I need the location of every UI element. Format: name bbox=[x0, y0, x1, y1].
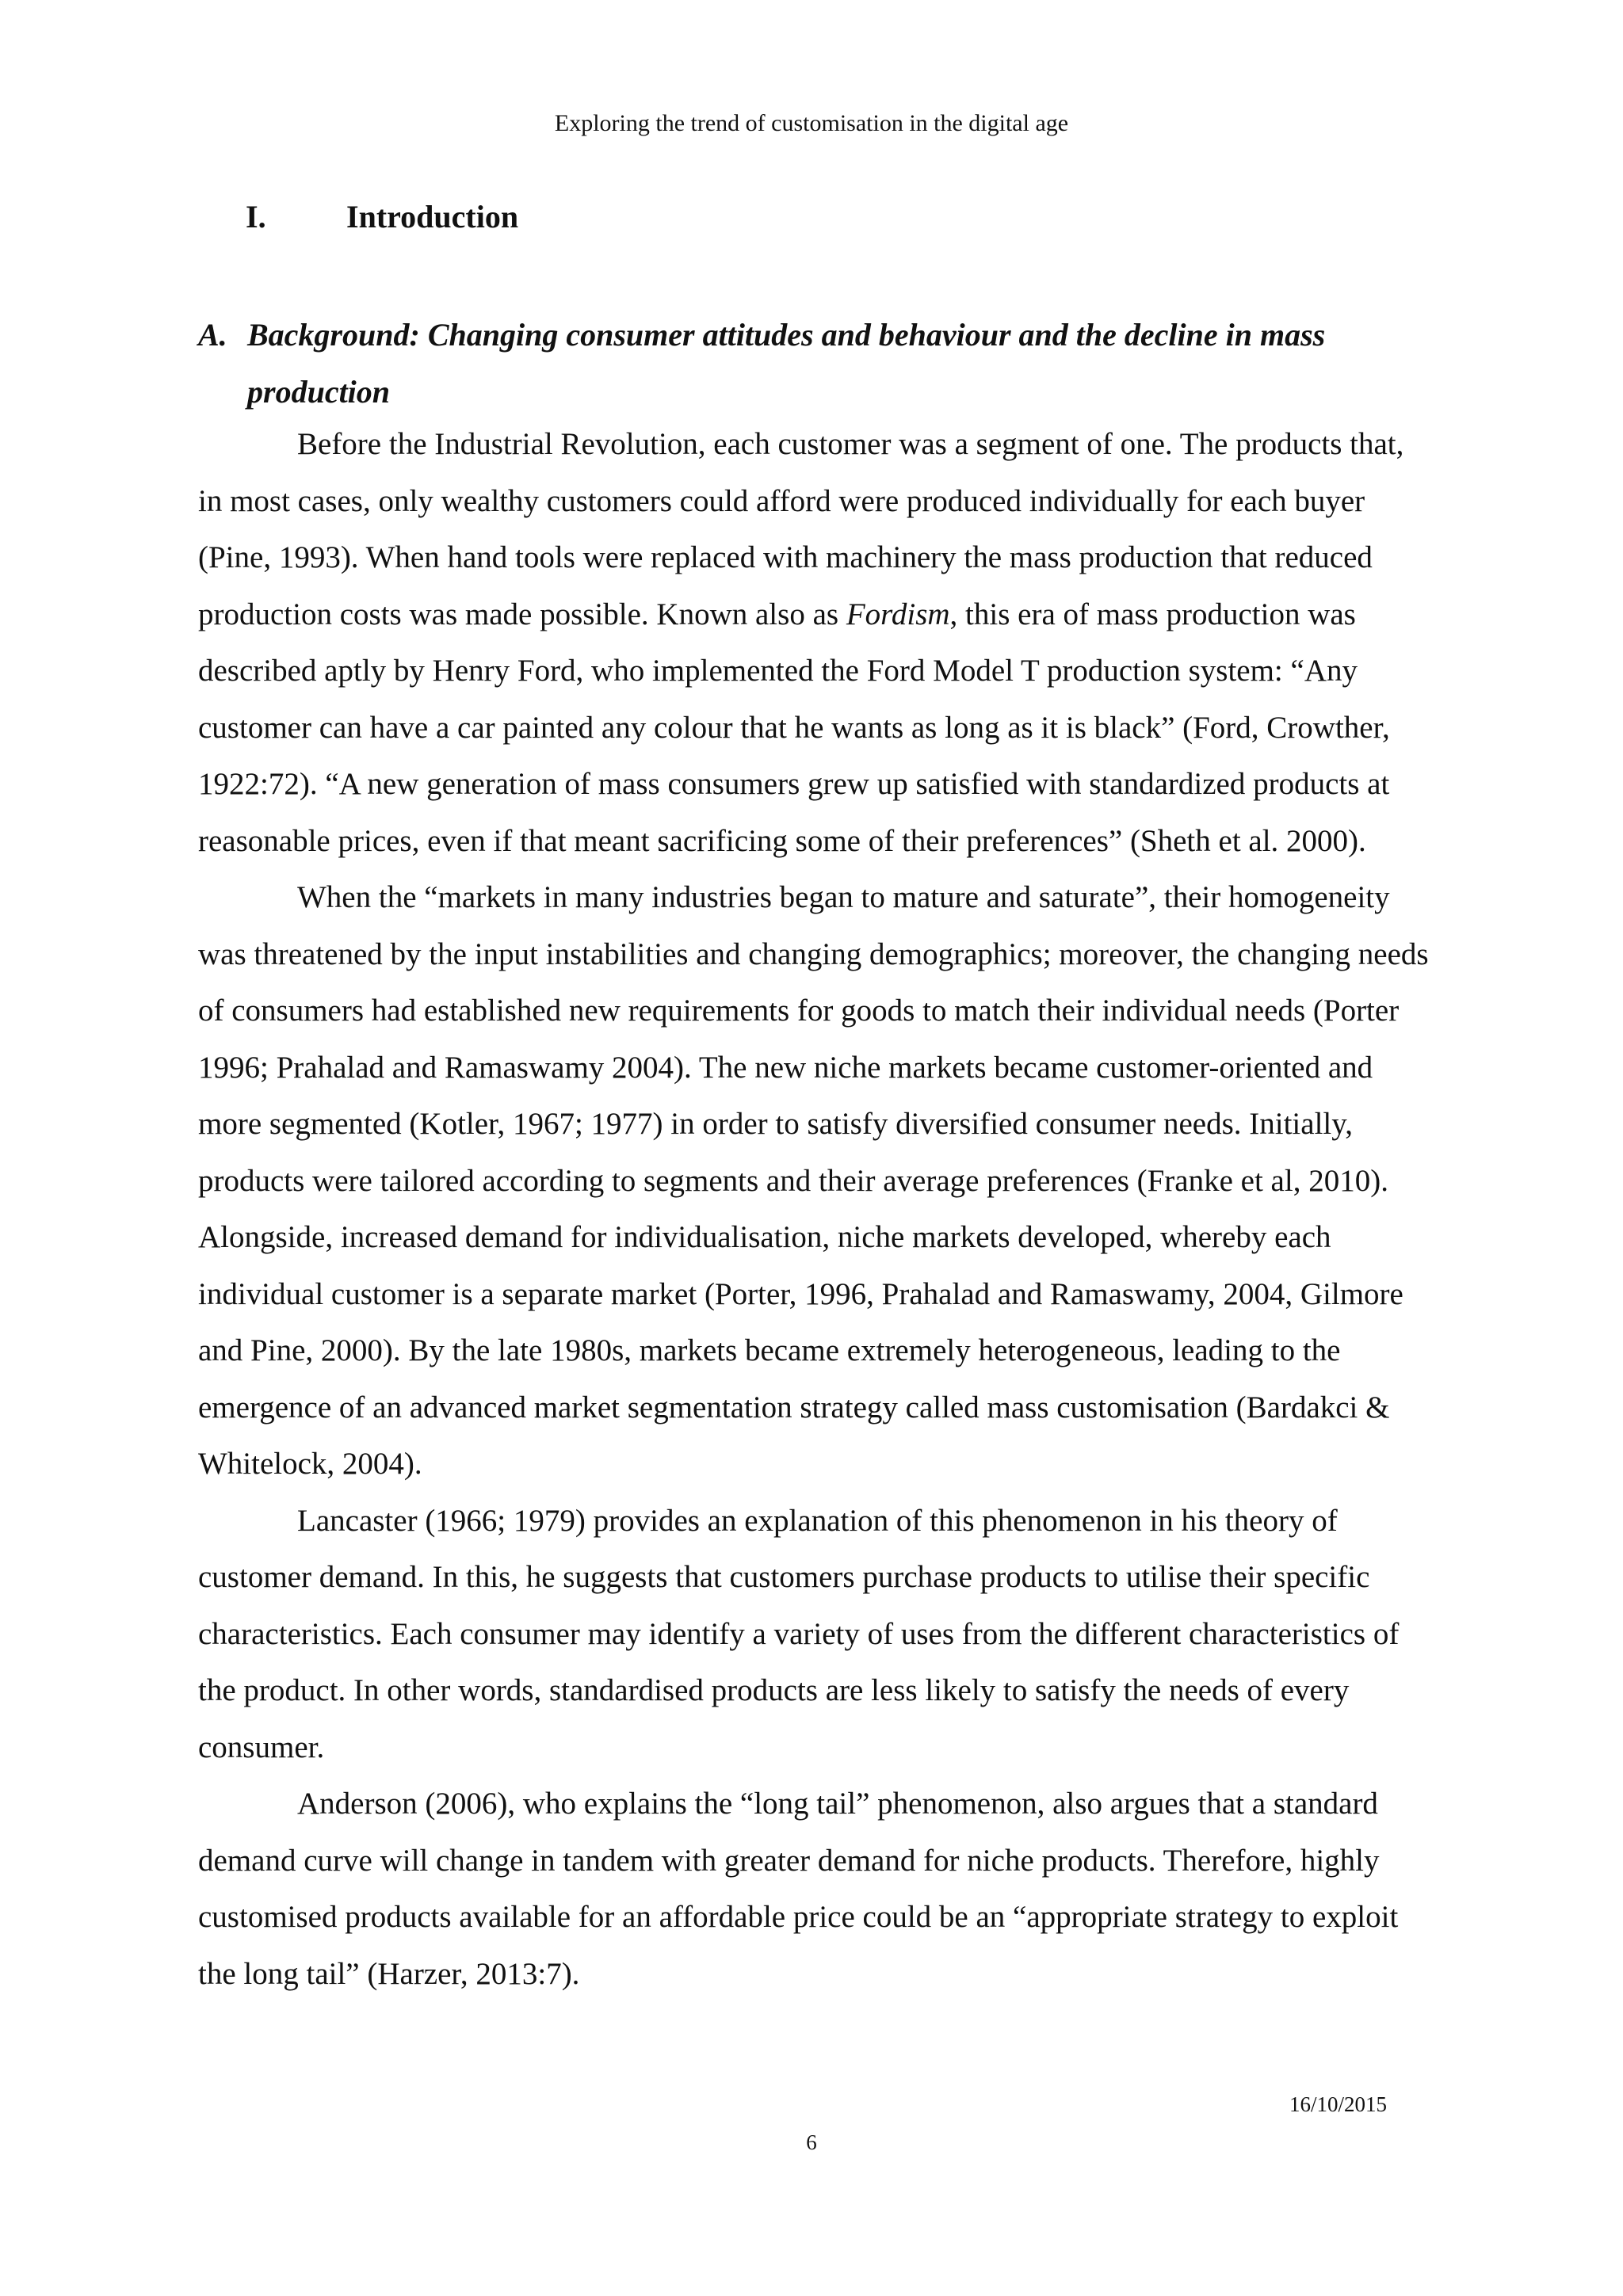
paragraph-market-segmentation: When the “markets in many industries began to mature and saturate”, their homogeneity was threatened by the input instabilities and changing demographics; moreover, the changing needs of consumers had established new requirements for goods to match their individual needs (Porter 1996; Prahalad and Ramaswamy 2004). The new niche markets became customer-oriented and more segmented (Kotler, 1967; 1977) in order to satisfy diversified consumer needs. Initially, products were tailored according to segments and their average preferences (Franke et al, 2010). Alongside, increased demand for individualisation, niche markets developed, whereby each individual customer is a separate market (Porter, 1996, Prahalad and Ramaswamy, 2004, Gilmore and Pine, 2000). By the late 1980s, markets became extremely heterogeneous, leading to the emergence of an advanced market segmentation strategy called mass customisation (Bardakci & Whitelock, 2004). bbox=[198, 880, 1429, 1481]
paragraph-long-tail: Anderson (2006), who explains the “long tail” phenomenon, also argues that a standard demand curve will change in tandem with greater demand for niche products. Therefore, highly customised products available for an affordable price could be an “appropriate strategy to exploit the long tail” (Harzer, 2013:7). bbox=[198, 1787, 1399, 1991]
emphasis-fordism: Fordism bbox=[846, 597, 950, 631]
page-number: 6 bbox=[806, 2130, 817, 2154]
subsection-letter: A. bbox=[198, 317, 227, 353]
running-header: Exploring the trend of customisation in the digital age bbox=[554, 110, 1069, 136]
paragraph-lancaster: Lancaster (1966; 1979) provides an explanation of this phenomenon in his theory of customer demand. In this, he suggests that customers purchase products to utilise their specific characteristics. Each consumer may identify a variety of uses from the different characteristics of the product. In other words, standardised products are less likely to satisfy the needs of every consumer. bbox=[198, 1503, 1400, 1764]
paragraph-industrial-revolution bbox=[198, 416, 1434, 869]
paragraph-text: , this era of mass production was described aptly by Henry Ford, who implemented the Ford Model T production system: “Any customer can have a car painted any colour that he wants as long as it is black” (Ford, Crowther, 1922:72). “A new generation of mass consumers grew up satisfied with standardized products at reasonable prices, even if that meant sacrificing some of their preferences” (Sheth et al. 2000). bbox=[198, 597, 1390, 858]
section-heading bbox=[246, 196, 518, 238]
subsection-title: Background: Changing consumer attitudes and behaviour and the decline in mass production bbox=[247, 317, 1326, 410]
body-text bbox=[198, 416, 1434, 2002]
section-title: Introduction bbox=[346, 199, 519, 235]
footer-date: 16/10/2015 bbox=[1289, 2092, 1387, 2116]
subsection-heading bbox=[198, 307, 1434, 421]
paragraph-text: Before the Industrial Revolution, each customer was a segment of one. The products that, in most cases, only wealthy customers could afford were produced individually for each buyer (Pine, 1993). When hand tools were replaced with machinery the mass production that reduced production costs was made possible. Known also as bbox=[198, 427, 1404, 631]
section-number: I. bbox=[246, 199, 266, 235]
